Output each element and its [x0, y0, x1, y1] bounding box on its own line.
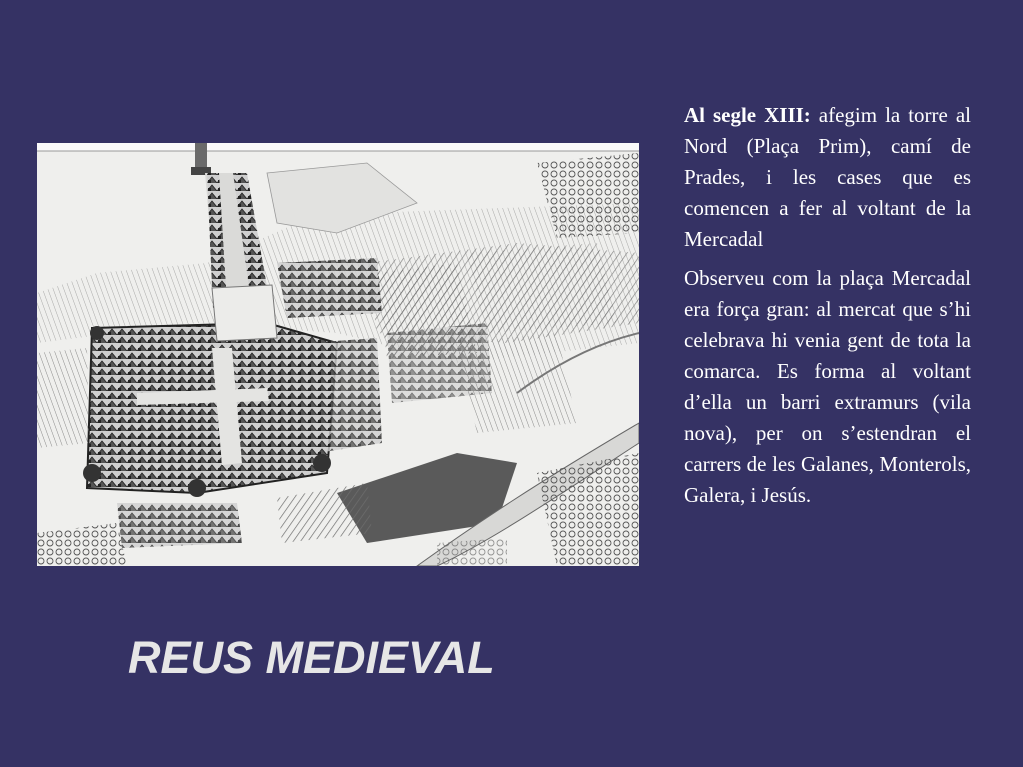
paragraph-2: Observeu com la plaça Mercadal era força gran: al mercat que s’hi celebrava hi venia gent de tota la comarca. Es forma al voltant d’ella un barri extramurs (vila nova), per on s’estendran el carrers de les Galanes, Monterols, Galera, i Jesús. [684, 266, 971, 507]
slide-title: REUS MEDIEVAL [128, 632, 495, 683]
text-block [684, 100, 971, 519]
paragraph-1 [684, 100, 971, 255]
map-illustration [37, 143, 639, 566]
medieval-town-map-image [37, 143, 639, 566]
paragraph-1-text: afegim la torre al Nord (Plaça Prim), camí de Prades, i les cases que es comencen a fer al voltant de la Mercadal [684, 103, 971, 251]
paragraph-1-lead: Al segle XIII: [684, 103, 811, 127]
